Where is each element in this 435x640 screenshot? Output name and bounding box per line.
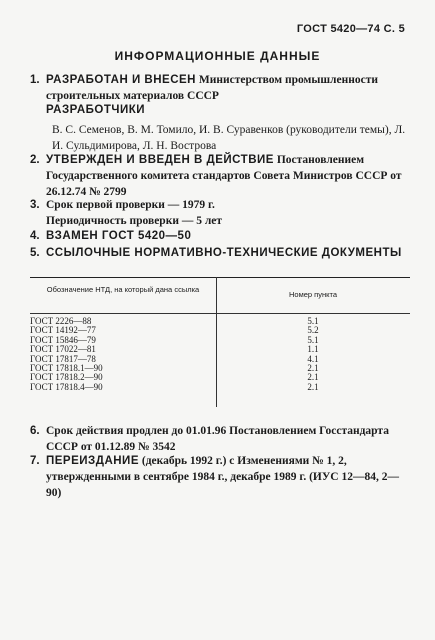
section-7-caption: ПЕРЕИЗДАНИЕ (46, 455, 139, 467)
section-4-number: 4. (30, 230, 40, 242)
section-5 (30, 245, 405, 261)
section-7-number: 7. (30, 455, 40, 467)
table-cell-point: 2.1 (307, 381, 319, 392)
table-cell-point: 5.1 (307, 334, 319, 345)
table-cell-document: ГОСТ 17818.4—90 (30, 381, 103, 392)
table-cell-document: ГОСТ 17022—81 (30, 344, 96, 355)
page-header: ГОСТ 5420—74 С. 5 (296, 23, 405, 35)
section-2-text: Постановлением Государственного комитета стандартов Совета Министров СССР от 26.12.74 № 2799 (46, 154, 402, 198)
table-cell-document: ГОСТ 17818.1—90 (30, 363, 103, 373)
section-1 (30, 72, 405, 104)
table-cell-point: 5.2 (307, 325, 319, 336)
developers-heading: РАЗРАБОТЧИКИ (46, 104, 145, 116)
page-title: ИНФОРМАЦИОННЫЕ ДАННЫЕ (114, 49, 321, 63)
first-check-date: Срок первой проверки — 1979 г. (46, 199, 215, 211)
developers-list: В. С. Семенов, В. М. Томило, И. В. Суравенков (руководители темы), Л. И. Сульдимирова, Л. Н. Вострова (52, 124, 406, 152)
table-row (30, 383, 410, 393)
section-4 (30, 228, 405, 244)
table-cell-document: ГОСТ 2226—88 (30, 316, 92, 326)
section-1-number: 1. (30, 74, 40, 86)
table-top-rule (30, 277, 410, 278)
reference-table (30, 277, 410, 407)
table-cell-point: 2.1 (307, 372, 319, 383)
section-1-text: Министерством промышленности строительных материалов СССР (46, 74, 378, 102)
section-3-number: 3. (30, 199, 40, 211)
section-2 (30, 152, 405, 200)
table-cell-document: ГОСТ 14192—77 (30, 325, 96, 336)
section-1-caption: РАЗРАБОТАН И ВНЕСЕН (46, 74, 196, 86)
table-cell-point: 1.1 (307, 344, 319, 355)
section-6-number: 6. (30, 425, 40, 437)
table-cell-point: 2.1 (307, 363, 319, 373)
section-2-number: 2. (30, 154, 40, 166)
section-5-caption: ССЫЛОЧНЫЕ НОРМАТИВНО-ТЕХНИЧЕСКИЕ ДОКУМЕНТЫ (46, 247, 402, 259)
section-6 (30, 423, 405, 455)
table-cell-point: 4.1 (307, 353, 319, 364)
table-header-document: Обозначение НТД, на который дана ссылка (46, 285, 200, 294)
table-cell-document: ГОСТ 15846—79 (30, 334, 96, 345)
section-2-caption: УТВЕРЖДЕН И ВВЕДЕН В ДЕЙСТВИЕ (46, 154, 274, 166)
table-cell-document: ГОСТ 17818.2—90 (30, 372, 103, 383)
developers-heading-block (30, 102, 405, 118)
section-6-text: Срок действия продлен до 01.01.96 Постановлением Госстандарта СССР от 01.12.89 № 3542 (46, 425, 389, 453)
section-7-text: (декабрь 1992 г.) с Изменениями № 1, 2, утвержденными в сентябре 1984 г., декабре 1989 г. (ИУС 12—84, 2—90) (46, 455, 399, 499)
table-header-rule (30, 313, 410, 314)
section-4-caption: ВЗАМЕН ГОСТ 5420—50 (46, 230, 192, 242)
section-5-number: 5. (30, 247, 40, 259)
table-cell-document: ГОСТ 17817—78 (30, 353, 96, 364)
section-3 (30, 197, 405, 229)
table-cell-point: 5.1 (307, 316, 319, 326)
table-header-point: Номер пункта (288, 290, 337, 299)
check-period: Периодичность проверки — 5 лет (46, 215, 223, 227)
section-7 (30, 453, 405, 501)
